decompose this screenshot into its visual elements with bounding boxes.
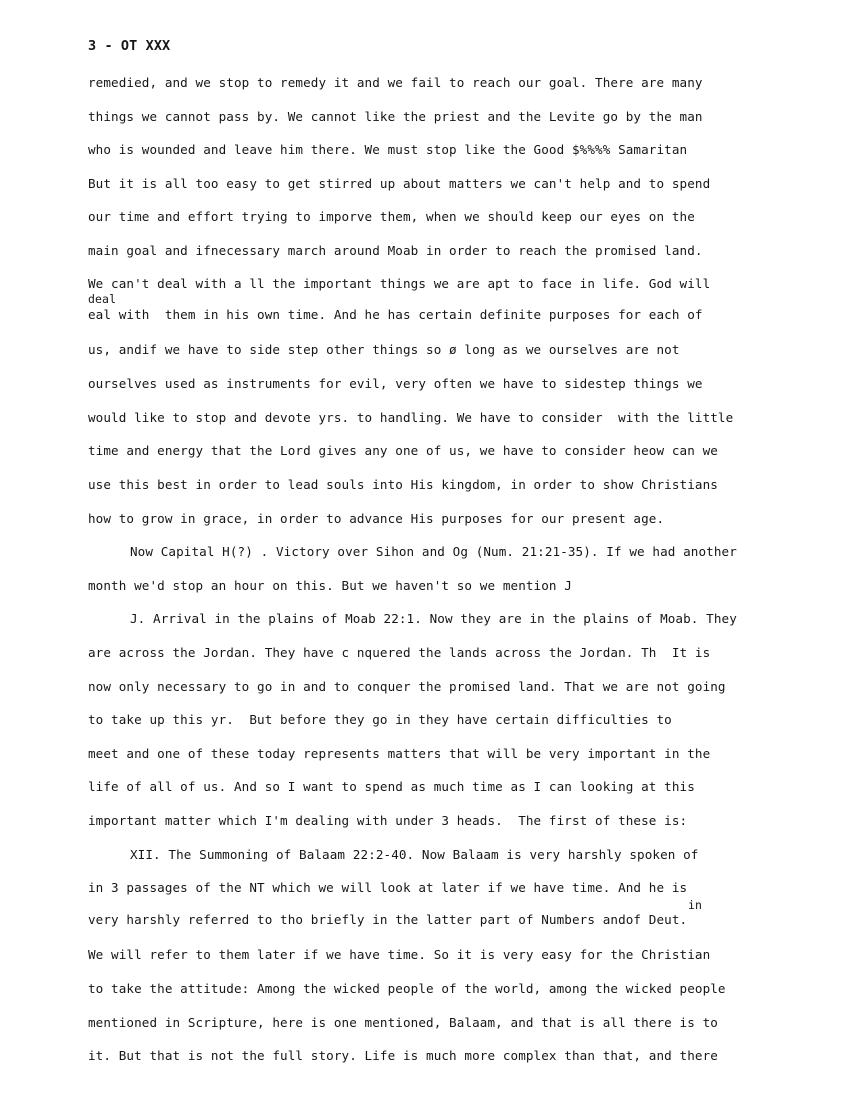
text-line: who is wounded and leave him there. We must stop like the Good $%%%% Samaritan (88, 142, 688, 157)
text-line: would like to stop and devote yrs. to handling. We have to consider with the little (88, 410, 734, 425)
text-line: meet and one of these today represents matters that will be very important in the (88, 746, 711, 761)
text-line: how to grow in grace, in order to advance His purposes for our present age. (88, 511, 665, 526)
text-line: We will refer to them later if we have time. So it is very easy for the Christian (88, 947, 711, 962)
paragraph-start: Now Capital H(?) . Victory over Sihon and Og (Num. 21:21-35). If we had another (130, 544, 737, 559)
text-line: our time and effort trying to imporve them, when we should keep our eyes on the (88, 209, 695, 224)
text-line: us, andif we have to side step other things so ø long as we ourselves are not (88, 342, 680, 357)
text-line: main goal and ifnecessary march around Moab in order to reach the promised land. (88, 243, 703, 258)
text-line: remedied, and we stop to remedy it and we fail to reach our goal. There are many (88, 75, 703, 90)
page-header: 3 - OT XXX (88, 38, 171, 54)
text-line: things we cannot pass by. We cannot like the priest and the Levite go by the man (88, 109, 703, 124)
text-line: in 3 passages of the NT which we will look at later if we have time. And he is (88, 880, 688, 895)
text-line: very harshly referred to tho briefly in the latter part of Numbers andof Deut. (88, 912, 688, 927)
interlinear-insertion: deal (88, 292, 117, 306)
text-line: life of all of us. And so I want to spend as much time as I can looking at this (88, 779, 695, 794)
text-line: use this best in order to lead souls into His kingdom, in order to show Christians (88, 477, 718, 492)
text-line: to take up this yr. But before they go in they have certain difficulties to (88, 712, 672, 727)
text-line: to take the attitude: Among the wicked people of the world, among the wicked people (88, 981, 726, 996)
text-line: it. But that is not the full story. Life is much more complex than that, and there (88, 1048, 718, 1063)
text-line: eal with them in his own time. And he has certain definite purposes for each of (88, 307, 703, 322)
text-line: time and energy that the Lord gives any one of us, we have to consider heow can we (88, 443, 718, 458)
text-line: month we'd stop an hour on this. But we haven't so we mention J (88, 578, 572, 593)
text-line: now only necessary to go in and to conquer the promised land. That we are not going (88, 679, 726, 694)
text-line: mentioned in Scripture, here is one mentioned, Balaam, and that is all there is to (88, 1015, 718, 1030)
text-line: But it is all too easy to get stirred up about matters we can't help and to spend (88, 176, 711, 191)
text-line: ourselves used as instruments for evil, very often we have to sidestep things we (88, 376, 703, 391)
text-line: We can't deal with a ll the important things we are apt to face in life. God will (88, 276, 711, 291)
interlinear-insertion: in (688, 898, 703, 912)
text-line: important matter which I'm dealing with under 3 heads. The first of these is: (88, 813, 688, 828)
text-line: are across the Jordan. They have c nquered the lands across the Jordan. Th It is (88, 645, 711, 660)
paragraph-start: J. Arrival in the plains of Moab 22:1. Now they are in the plains of Moab. They (130, 611, 737, 626)
paragraph-start: XII. The Summoning of Balaam 22:2-40. Now Balaam is very harshly spoken of (130, 847, 699, 862)
